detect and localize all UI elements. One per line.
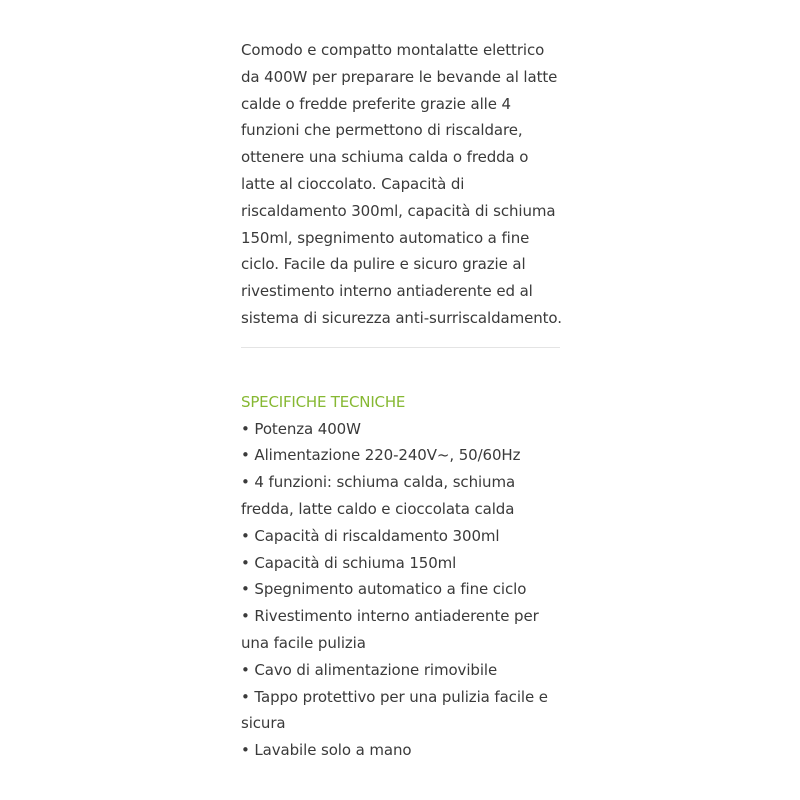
spec-item: [241, 576, 566, 603]
spec-item-text: Capacità di riscaldamento 300ml: [254, 526, 500, 545]
spec-item-text: Spegnimento automatico a fine ciclo: [254, 580, 527, 599]
bullet-icon: •: [241, 446, 250, 465]
specs-list: [241, 416, 566, 764]
section-divider: [241, 347, 560, 348]
product-content: [241, 37, 566, 764]
bullet-icon: •: [241, 660, 250, 679]
spec-item-text: Alimentazione 220-240V~, 50/60Hz: [254, 446, 521, 465]
spec-item: [241, 737, 566, 764]
bullet-icon: •: [241, 419, 250, 438]
bullet-icon: •: [241, 526, 250, 545]
spec-item: [241, 550, 566, 577]
spec-item: [241, 469, 566, 523]
specs-title: SPECIFICHE TECNICHE: [241, 392, 406, 411]
bullet-icon: •: [241, 741, 250, 760]
spec-item-text: 4 funzioni: schiuma calda, schiuma fredda, latte caldo e cioccolata calda: [241, 473, 516, 518]
spec-item-text: Capacità di schiuma 150ml: [254, 553, 457, 572]
spec-item: [241, 684, 566, 738]
spec-item-text: Rivestimento interno antiaderente per una facile pulizia: [241, 607, 539, 652]
bullet-icon: •: [241, 607, 250, 626]
spec-item: [241, 442, 566, 469]
bullet-icon: •: [241, 687, 250, 706]
spec-item-text: Lavabile solo a mano: [254, 741, 412, 760]
bullet-icon: •: [241, 473, 250, 492]
spec-item-text: Potenza 400W: [254, 419, 361, 438]
spec-item: [241, 603, 566, 657]
bullet-icon: •: [241, 553, 250, 572]
bullet-icon: •: [241, 580, 250, 599]
spec-item: [241, 657, 566, 684]
spec-item-text: Cavo di alimentazione rimovibile: [254, 660, 498, 679]
spec-item: [241, 416, 566, 443]
spec-item: [241, 523, 566, 550]
spec-item-text: Tappo protettivo per una pulizia facile e sicura: [241, 687, 548, 733]
product-description: Comodo e compatto montalatte elettrico da 400W per preparare le bevande al latte calde o fredde preferite grazie alle 4 funzioni che permettono di riscaldare, ottenere una schiuma calda o fredda o latte al cioccolato. Capacità di riscaldamento 300ml, capacità di schiuma 150ml, spegnimento automatico a fine ciclo. Facile da pulire e sicuro grazie al rivestimento interno antiaderente ed al sistema di sicurezza anti-surriscaldamento.: [241, 41, 562, 327]
